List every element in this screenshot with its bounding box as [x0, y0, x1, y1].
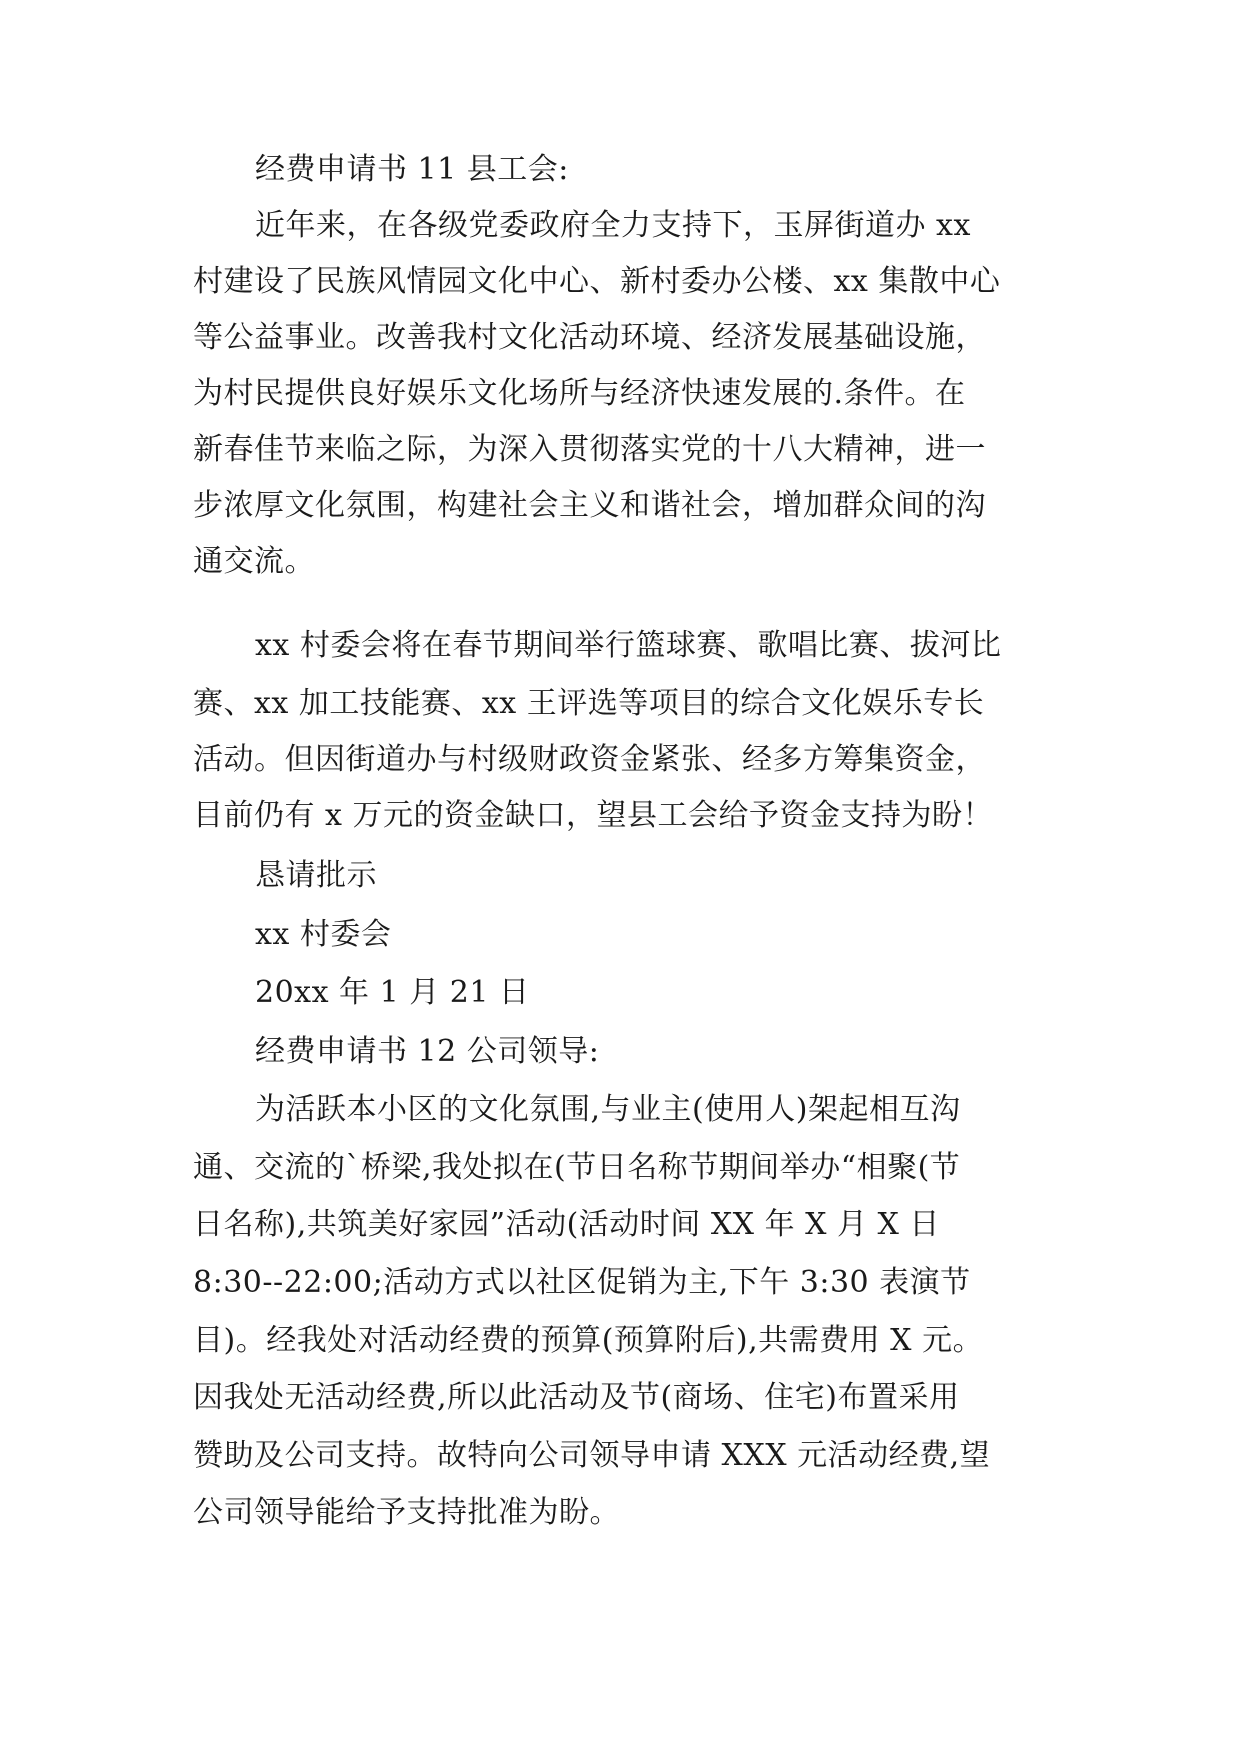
section1-para1-line2: 村建设了民族风情园文化中心、新村委办公楼、xx 集散中心 [193, 264, 1001, 299]
section1-para1-line7: 通交流。 [193, 544, 315, 579]
section2-para1-line8: 公司领导能给予支持批准为盼。 [193, 1495, 620, 1530]
section1-para1-line1: 近年来，在各级党委政府全力支持下，玉屏街道办 xx [255, 208, 971, 243]
section1-closing: 恳请批示 [255, 858, 377, 893]
section1-date: 20xx 年 1 月 21 日 [255, 975, 530, 1010]
section2-para1-line3: 日名称),共筑美好家园”活动(活动时间 XX 年 X 月 X 日 [193, 1207, 940, 1242]
section1-para2-line4: 目前仍有 x 万元的资金缺口，望县工会给予资金支持为盼！ [193, 798, 993, 833]
section2-para1-line2: 通、交流的`桥梁,我处拟在(节日名称节期间举办“相聚(节 [193, 1150, 961, 1185]
section1-para1-line6: 步浓厚文化氛围，构建社会主义和谐社会，增加群众间的沟 [193, 488, 986, 523]
section1-para2-line2: 赛、xx 加工技能赛、xx 王评选等项目的综合文化娱乐专长 [193, 686, 985, 721]
section1-heading: 经费申请书 11 县工会: [255, 152, 569, 187]
section1-para2-line1: xx 村委会将在春节期间举行篮球赛、歌唱比赛、拔河比 [255, 628, 1002, 663]
section2-para1-line5: 目)。经我处对活动经费的预算(预算附后),共需费用 X 元。 [193, 1323, 984, 1358]
section2-para1-line4: 8:30--22:00;活动方式以社区促销为主,下午 3:30 表演节 [193, 1265, 971, 1300]
section1-signature: xx 村委会 [255, 917, 392, 952]
section1-para1-line4: 为村民提供良好娱乐文化场所与经济快速发展的.条件。在 [193, 376, 966, 411]
section2-heading: 经费申请书 12 公司领导: [255, 1034, 600, 1069]
section1-para1-line5: 新春佳节来临之际，为深入贯彻落实党的十八大精神，进一 [193, 432, 986, 467]
section1-para1-line3: 等公益事业。改善我村文化活动环境、经济发展基础设施， [193, 320, 986, 355]
section2-para1-line7: 赞助及公司支持。故特向公司领导申请 XXX 元活动经费,望 [193, 1438, 991, 1473]
section1-para2-line3: 活动。但因街道办与村级财政资金紧张、经多方筹集资金， [193, 742, 986, 777]
section2-para1-line1: 为活跃本小区的文化氛围,与业主(使用人)架起相互沟 [255, 1092, 961, 1127]
section2-para1-line6: 因我处无活动经费,所以此活动及节(商场、住宅)布置采用 [193, 1380, 960, 1415]
